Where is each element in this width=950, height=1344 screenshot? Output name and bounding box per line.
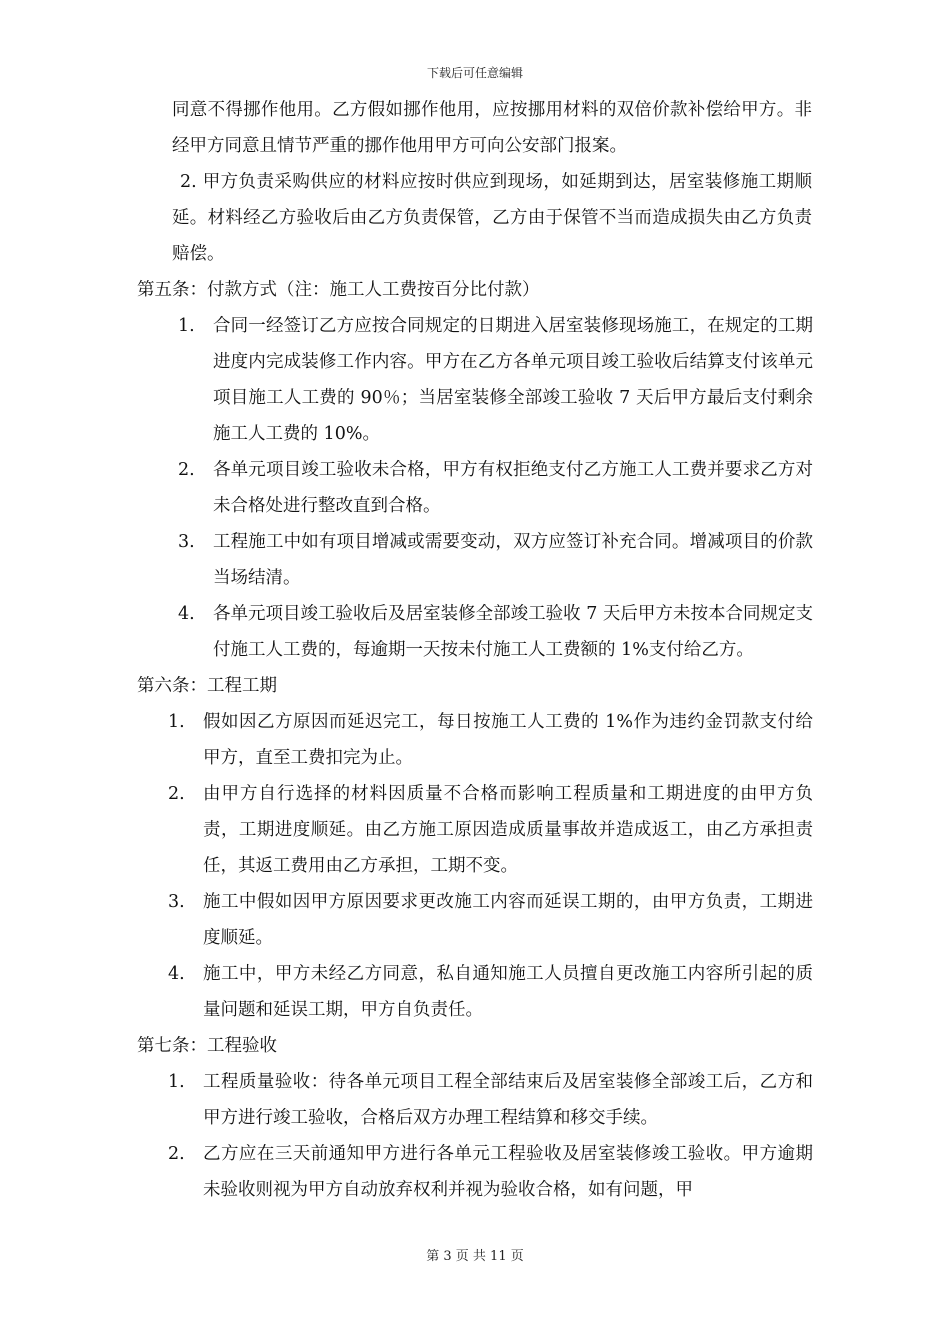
list-item-text: 工程质量验收：待各单元项目工程全部结束后及居室装修全部竣工后，乙方和甲方进行竣工验收，合格后双方办理工程结算和移交手续。	[203, 1072, 813, 1128]
list-item	[0, 308, 950, 452]
list-item-text: 乙方应在三天前通知甲方进行各单元工程验收及居室装修竣工验收。甲方逾期未验收则视为甲方自动放弃权利并视为验收合格，如有问题，甲	[203, 1144, 813, 1200]
list-item	[0, 704, 950, 776]
list-item	[0, 1136, 950, 1208]
section-title-schedule: 第六条：工程工期	[137, 676, 277, 696]
list-item-number: 2.	[168, 1144, 185, 1164]
list-item-number: 1.	[168, 1072, 185, 1092]
list-item	[0, 776, 950, 884]
list-item-number: 1.	[168, 712, 185, 732]
list-item-text: 工程施工中如有项目增减或需要变动，双方应签订补充合同。增减项目的价款当场结清。	[213, 532, 813, 588]
section-title-acceptance: 第七条：工程验收	[137, 1036, 277, 1056]
intro-paragraph: 同意不得挪作他用。乙方假如挪作他用，应按挪用材料的双倍价款补偿给甲方。非经甲方同意且情节严重的挪作他用甲方可向公安部门报案。	[172, 100, 812, 156]
list-item-number: 4.	[168, 964, 185, 984]
list-item	[0, 452, 950, 524]
list-item	[0, 1064, 950, 1136]
list-item-text: 施工中假如因甲方原因要求更改施工内容而延误工期的，由甲方负责，工期进度顺延。	[203, 892, 813, 948]
list-item-number: 4.	[178, 604, 195, 624]
list-item-number: 3.	[178, 532, 195, 552]
section-title-payment: 第五条：付款方式（注：施工人工费按百分比付款）	[137, 280, 540, 300]
list-item-number: 1.	[178, 316, 195, 336]
list-item-number: 2.	[178, 460, 195, 480]
list-item-text: 合同一经签订乙方应按合同规定的日期进入居室装修现场施工，在规定的工期进度内完成装修工作内容。甲方在乙方各单元项目竣工验收后结算支付该单元项目施工人工费的 90％；当居室装修全部竣工验收 7 天后甲方最后支付剩余施工人工费的 10%。	[213, 316, 813, 444]
page-header: 下载后可任意编辑	[426, 66, 523, 80]
list-item-text: 假如因乙方原因而延迟完工，每日按施工人工费的 1%作为违约金罚款支付给甲方，直至工费扣完为止。	[203, 712, 813, 768]
list-item	[0, 596, 950, 668]
list-item-text: 施工中，甲方未经乙方同意，私自通知施工人员擅自更改施工内容所引起的质量问题和延误工期，甲方自负责任。	[203, 964, 813, 1020]
material-supply-paragraph: 2. 甲方负责采购供应的材料应按时供应到现场，如延期到达，居室装修施工期顺延。材料经乙方验收后由乙方负责保管，乙方由于保管不当而造成损失由乙方负责赔偿。	[172, 172, 812, 264]
list-item-number: 3.	[168, 892, 185, 912]
list-item	[0, 956, 950, 1028]
list-item	[0, 884, 950, 956]
list-item	[0, 524, 950, 596]
document-body	[0, 92, 950, 1208]
list-item-text: 各单元项目竣工验收未合格，甲方有权拒绝支付乙方施工人工费并要求乙方对未合格处进行整改直到合格。	[213, 460, 813, 516]
page-footer: 第 3 页 共 11 页	[426, 1249, 524, 1264]
list-item-text: 由甲方自行选择的材料因质量不合格而影响工程质量和工期进度的由甲方负责，工期进度顺延。由乙方施工原因造成质量事故并造成返工，由乙方承担责任，其返工费用由乙方承担，工期不变。	[203, 784, 813, 876]
list-item-number: 2.	[168, 784, 185, 804]
list-item-text: 各单元项目竣工验收后及居室装修全部竣工验收 7 天后甲方未按本合同规定支付施工人工费的，每逾期一天按未付施工人工费额的 1%支付给乙方。	[213, 604, 813, 660]
